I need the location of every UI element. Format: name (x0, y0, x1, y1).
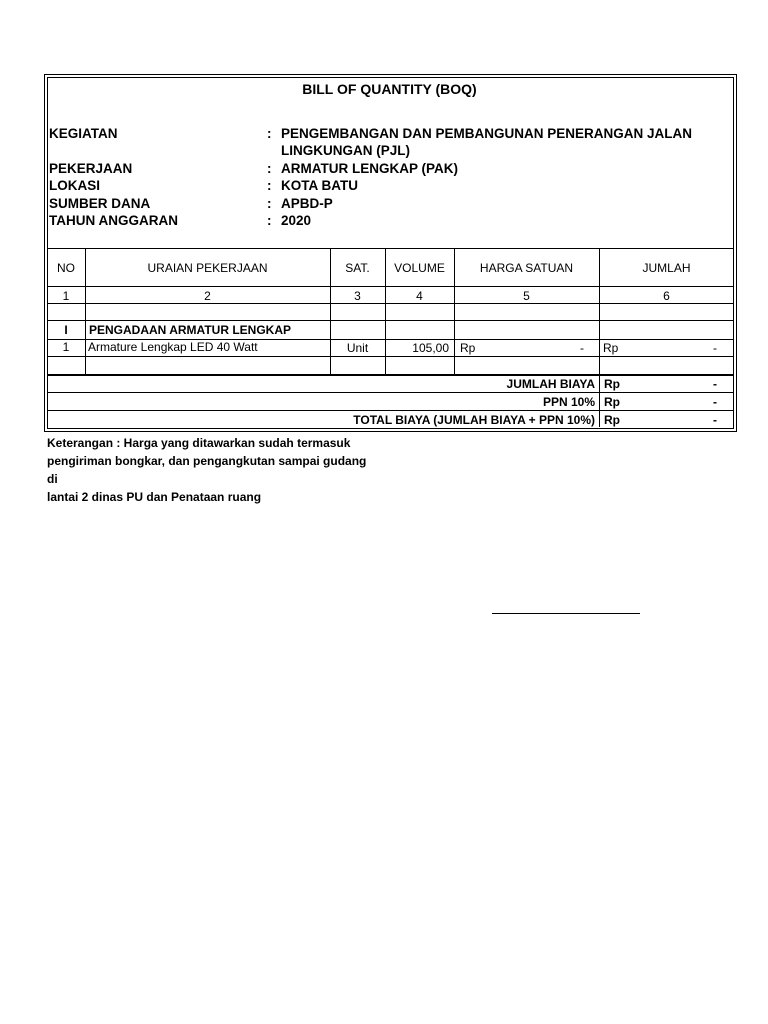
total-label-total-biaya: TOTAL BIAYA (JUMLAH BIAYA + PPN 10%) (353, 413, 595, 427)
table-row-divider (47, 303, 734, 304)
signature-line (492, 613, 640, 614)
info-colon: : (267, 126, 272, 141)
col-number: 5 (523, 289, 530, 303)
header-uraian: URAIAN PEKERJAAN (147, 261, 268, 275)
total-label-ppn: PPN 10% (542, 395, 595, 409)
section-label: PENGADAAN ARMATUR LENGKAP (89, 323, 291, 337)
total-value: - (713, 413, 717, 427)
total-rp: Rp (604, 395, 620, 409)
table-row-divider (47, 356, 734, 357)
note-line: lantai 2 dinas PU dan Penataan ruang (47, 490, 262, 504)
item-harga-value: - (580, 341, 584, 355)
table-header-divider (47, 286, 734, 287)
info-colon: : (267, 161, 272, 176)
total-label-jumlah-biaya: JUMLAH BIAYA (506, 377, 595, 391)
section-number: I (64, 323, 68, 337)
item-volume: 105,00 (412, 341, 449, 355)
info-label: KEGIATAN (49, 126, 118, 141)
info-colon: : (267, 213, 272, 228)
table-row-divider (47, 320, 734, 321)
info-label: TAHUN ANGGARAN (49, 213, 178, 228)
note-line: pengiriman bongkar, dan pengangkutan sampai gudang di (47, 454, 367, 486)
total-value: - (713, 377, 717, 391)
header-volume: VOLUME (394, 261, 445, 275)
col-number: 2 (204, 289, 211, 303)
totals-divider (47, 392, 734, 393)
col-number: 6 (663, 289, 670, 303)
header-sat: SAT. (345, 261, 370, 275)
table-top-border (47, 248, 734, 249)
header-no: NO (57, 261, 75, 275)
document-title: BILL OF QUANTITY (BOQ) (302, 81, 477, 97)
col-number: 1 (62, 289, 70, 303)
info-label: SUMBER DANA (49, 196, 151, 211)
item-harga-rp: Rp (460, 341, 476, 355)
item-no: 1 (62, 340, 70, 354)
info-value-continued: LINGKUNGAN (PJL) (281, 143, 410, 158)
item-uraian: Armature Lengkap LED 40 Watt (88, 340, 258, 354)
col-number: 3 (354, 289, 361, 303)
info-value: PENGEMBANGAN DAN PEMBANGUNAN PENERANGAN JALAN (281, 126, 693, 141)
info-value: APBD-P (281, 196, 333, 211)
info-colon: : (267, 178, 272, 193)
item-jumlah-value: - (713, 341, 717, 355)
total-value: - (713, 395, 717, 409)
keterangan-note (47, 434, 377, 506)
total-rp: Rp (604, 413, 620, 427)
info-value: KOTA BATU (281, 178, 358, 193)
info-label: LOKASI (49, 178, 101, 193)
info-colon: : (267, 196, 272, 211)
info-value: ARMATUR LENGKAP (PAK) (281, 161, 458, 176)
info-label: PEKERJAAN (49, 161, 133, 176)
total-rp: Rp (604, 377, 620, 391)
note-line: Keterangan : Harga yang ditawarkan sudah termasuk (47, 436, 351, 450)
table-body-bottom-border (47, 374, 734, 376)
col-number: 4 (416, 289, 423, 303)
item-sat: Unit (346, 341, 369, 355)
header-jumlah: JUMLAH (642, 261, 691, 275)
info-value: 2020 (281, 213, 312, 228)
item-jumlah-rp: Rp (603, 341, 619, 355)
header-harga-satuan: HARGA SATUAN (479, 261, 574, 275)
totals-divider (47, 410, 734, 411)
